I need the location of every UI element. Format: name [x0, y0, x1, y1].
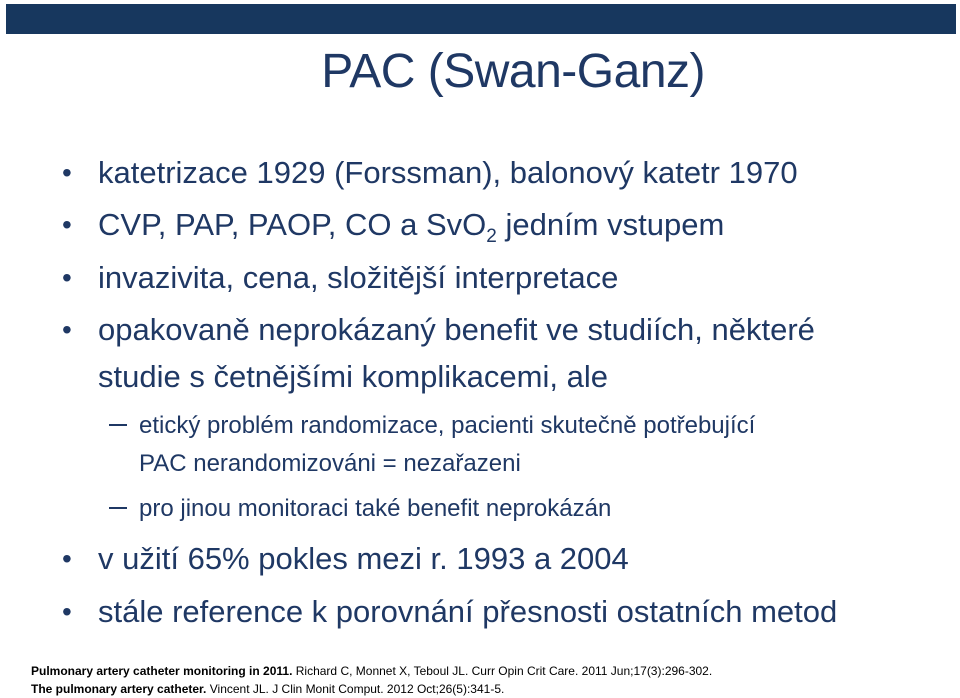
slide-title: PAC (Swan-Ganz) — [321, 45, 705, 98]
bullet-text: studie s četnějšími komplikacemi, ale — [98, 359, 608, 394]
bullet-item — [62, 312, 815, 347]
dash-icon — [109, 507, 127, 509]
references — [31, 662, 712, 698]
bullet-text: opakovaně neprokázaný benefit ve studiích, některé — [98, 312, 815, 347]
bullet-text: invazivita, cena, složitější interpretace — [98, 260, 619, 295]
bullet-text: v užití 65% pokles mezi r. 1993 a 2004 — [98, 541, 629, 576]
bullet-dot-icon: • — [62, 314, 72, 345]
bullet-dot-icon: • — [62, 262, 72, 293]
reference-title: Pulmonary artery catheter monitoring in 2011. — [31, 664, 293, 678]
reference-citation: Richard C, Monnet X, Teboul JL. Curr Opin Crit Care. 2011 Jun;17(3):296-302. — [292, 664, 713, 678]
bullet-dot-icon: • — [62, 543, 72, 574]
bullet-item — [62, 260, 619, 295]
bullet-dot-icon: • — [62, 596, 72, 627]
subbullet-item — [139, 407, 755, 445]
bullet-text: CVP, PAP, PAOP, CO a SvO — [98, 207, 487, 242]
subbullet-text: pro jinou monitoraci také benefit neprokázán — [139, 495, 612, 522]
bullet-text: katetrizace 1929 (Forssman), balonový katetr 1970 — [98, 155, 798, 190]
bullet-item — [62, 155, 798, 190]
slide-title-wrap — [0, 44, 960, 99]
bullet-item — [62, 207, 725, 254]
bullet-continuation — [98, 360, 608, 394]
subscript: 2 — [486, 226, 497, 247]
bullet-item — [62, 541, 629, 576]
subbullet-continuation — [139, 445, 521, 483]
reference-citation: Vincent JL. J Clin Monit Comput. 2012 Oct;26(5):341-5. — [206, 682, 505, 696]
bullet-item — [62, 594, 838, 629]
reference-item — [31, 662, 712, 680]
header-bar — [6, 4, 956, 34]
dash-icon — [109, 424, 127, 426]
subbullet-text: PAC nerandomizováni = nezařazeni — [139, 450, 521, 477]
bullet-dot-icon: • — [62, 209, 72, 240]
subbullet-item — [139, 490, 611, 528]
bullet-text: stále reference k porovnání přesnosti ostatních metod — [98, 594, 838, 629]
reference-item — [31, 680, 712, 698]
bullet-dot-icon: • — [62, 157, 72, 188]
subbullet-text: etický problém randomizace, pacienti skutečně potřebující — [139, 412, 756, 439]
bullet-text: jedním vstupem — [496, 207, 725, 242]
reference-title: The pulmonary artery catheter. — [31, 682, 207, 696]
